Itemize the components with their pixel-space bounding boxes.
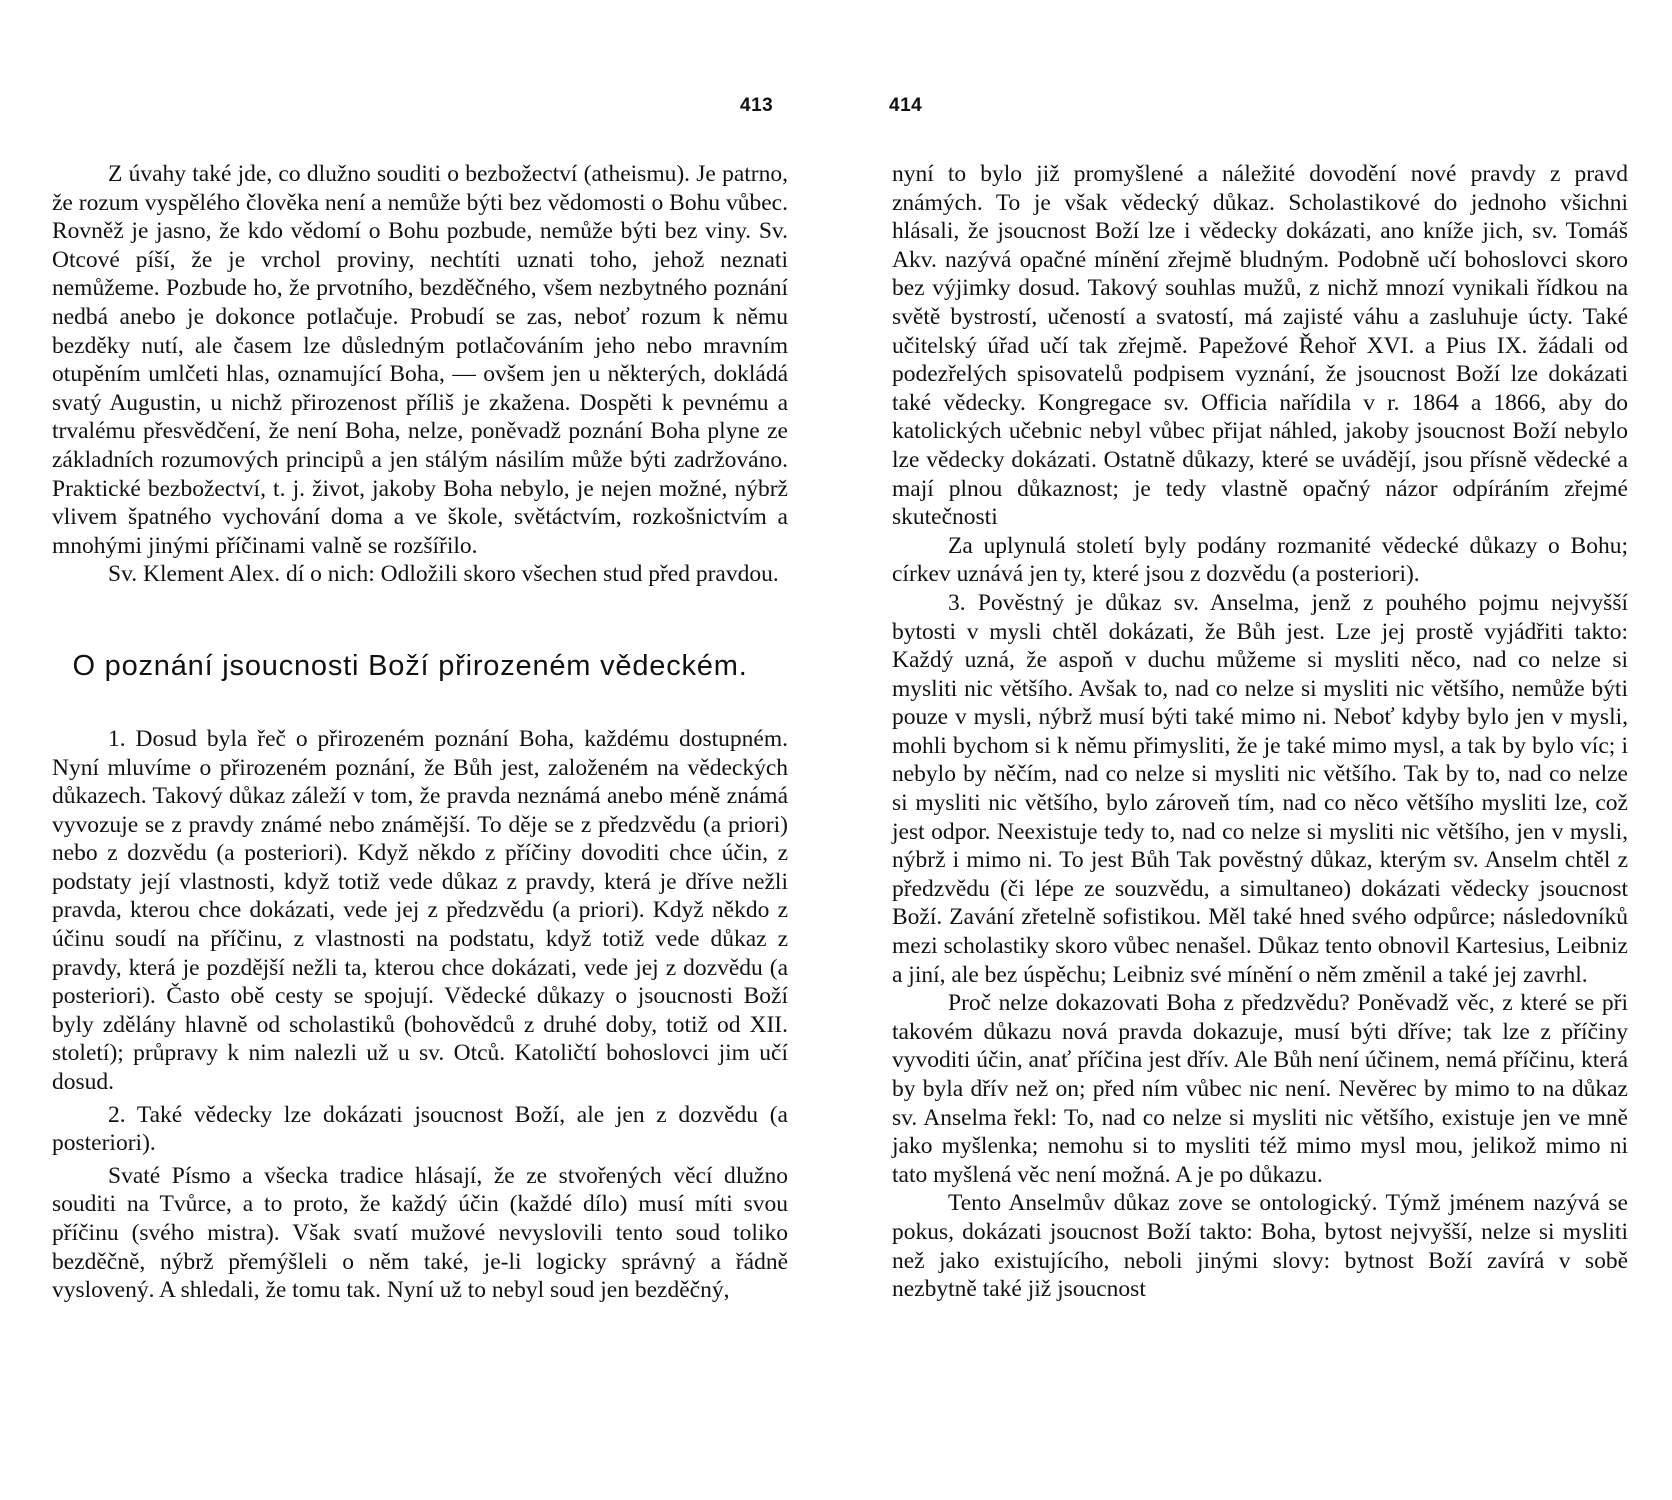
- section-heading: O poznání jsoucnosti Boží přirozeném vědeckém.: [72, 649, 748, 682]
- paragraph: Z úvahy také jde, co dlužno souditi o bezbožectví (atheismu). Je patrno, že rozum vyspělého člověka není a nemůže býti bez vědomosti o Bohu vůbec. Rovněž je jasno, že kdo vědomí o Bohu pozbude, nemůže býti bez viny. Sv. Otcové píší, že je vrchol proviny, nechtíti uznati toho, jehož neznati nemůžeme. Pozbude ho, že prvotního, bezděčného, všem nezbytného poznání nedbá anebo je dokonce potlačuje. Probudí se zas, neboť rozum k němu bezděky nutí, ale časem lze důsledným potlačováním jeho nebo mravním otupěním umlčeti hlas, oznamující Boha, — ovšem jen u některých, dokládá svatý Augustin, u nichž přirozenost příliš je zkažena. Dospěti k pevnému a trvalému přesvědčení, že není Boha, nelze, poněvadž poznání Boha plyne ze základních rozumových principů a jen stálým násilím může býti zadržováno. Praktické bezbožectví, t. j. život, jakoby Boha nebylo, je nejen možné, nýbrž vlivem špatného vychování doma a ve škole, světáctvím, rozkošnictvím a mnohými jinými příčinami valně se rozšířilo.: [52, 161, 788, 559]
- page-number: 413: [740, 95, 774, 116]
- paragraph: Svaté Písmo a všecka tradice hlásají, že ze stvořených věcí dlužno souditi na Tvůrce, a to proto, že každý účin (každé dílo) musí míti svou příčinu (svého mistra). Však svatí mužové nevyslovili tento soud toliko bezděčně, nýbrž přemýšleli o něm také, je-li logicky správný a řádně vyslovený. A shledali, že tomu tak. Nyní už to nebyl soud jen bezděčný,: [52, 1162, 788, 1304]
- paragraph: Sv. Klement Alex. dí o nich: Odložili skoro všechen stud před pravdou.: [108, 561, 779, 588]
- paragraph: Proč nelze dokazovati Boha z předzvědu? Poněvadž věc, z které se při takovém důkazu nová pravda dokazuje, musí býti dříve; tak lze z příčiny vyvoditi účin, anať příčina jest dřív. Ale Bůh není účinem, nemá příčinu, která by byla dřív než on; před ním vůbec nic není. Nevěrec by mimo to na důkaz sv. Anselma řekl: To, nad co nelze si mysliti nic většího, existuje jen ve mně jako myšlenka; nemohu si to mysliti též mimo mysl mou, jelikož mimo ni tato myšlená věc není možná. A je po důkazu.: [892, 990, 1628, 1188]
- paragraph: nyní to bylo již promyšlené a náležité dovodění nové pravdy z pravd známých. To je však vědecký důkaz. Scholastikové do jednoho všichni hlásali, že jsoucnost Boží lze i vědecky dokázati, ano kníže jich, sv. Tomáš Akv. nazývá opačné mínění zřejmě bludným. Podobně učí bohoslovci skoro bez výjimky dosud. Takový souhlas mužů, z nichž mnozí vynikali řídkou na světě bystrostí, učeností a svatostí, má zajisté váhu a zasluhuje úcty. Také učitelský úřad učí tak zřejmě. Papežové Řehoř XVI. a Pius IX. žádali od podezřelých spisovatelů podpisem vyznání, že jsoucnost Boží lze dokázati také vědecky. Kongregace sv. Officia nařídila v r. 1864 a 1866, aby do katolických učebnic nebyl vůbec přijat náhled, jakoby jsoucnost Boží nebylo lze vědecky dokázati. Ostatně důkazy, které se uvádějí, jsou přísně vědecké a mají plnou důkaznost; je tedy vlastně opačný názor odpíráním zřejmé skutečnosti: [892, 161, 1628, 531]
- right-page-text: [892, 160, 1628, 1304]
- paragraph: Za uplynulá století byly podány rozmanité vědecké důkazy o Bohu; církev uznává jen ty, které jsou z dozvědu (a posteriori).: [892, 532, 1628, 588]
- paragraph: 3. Pověstný je důkaz sv. Anselma, jenž z pouhého pojmu nejvyšší bytosti v mysli chtěl dokázati, že Bůh jest. Lze jej prostě vyjádřiti takto: Každý uzná, že aspoň v duchu můžeme si mysliti něco, nad co nelze si mysliti nic většího. Avšak to, nad co nelze si mysliti nic většího, nemůže býti pouze v mysli, nýbrž musí býti také mimo ni. Neboť kdyby bylo jen v mysli, mohli bychom si k němu přimysliti, že je také mimo mysl, a tak by bylo víc; i nebylo by něčím, nad co nelze si mysliti nic většího. Tak by to, nad co nelze si mysliti nic většího, bylo zároveň tím, nad co něco většího mysliti lze, což jest odpor. Neexistuje tedy to, nad co nelze si mysliti nic většího, jen v mysli, nýbrž i mimo ni. To jest Bůh Tak pověstný důkaz, kterým sv. Anselm chtěl z předzvědu (či lépe ze souzvědu, a simultaneo) dokázati vědecky jsoucnost Boží. Zavání zřetelně sofistikou. Měl také hned svého odpůrce; následovníků mezi scholastiky skoro vůbec nenašel. Důkaz tento obnovil Kartesius, Leibniz a jiní, ale bez úspěchu; Leibniz své mínění o něm změnil a také jej zavrhl.: [892, 589, 1628, 988]
- right-page: [836, 0, 1672, 1500]
- left-page-text: [52, 160, 788, 1305]
- paragraph: Tento Anselmův důkaz zove se ontologický. Týmž jménem nazývá se pokus, dokázati jsoucnost Boží takto: Boha, bytost nejvyšší, nelze si mysliti než jako existujícího, neboli jinými slovy: bytnost Boží zavírá v sobě nezbytně také již jsoucnost: [892, 1190, 1628, 1303]
- page-number: 414: [889, 95, 923, 116]
- paragraph: 1. Dosud byla řeč o přirozeném poznání Boha, každému dostupném. Nyní mluvíme o přirozeném poznání, že Bůh jest, založeném na vědeckých důkazech. Takový důkaz záleží v tom, že pravda neznámá anebo méně známá vyvozuje se z pravdy známé nebo známější. To děje se z předzvědu (a priori) nebo z dozvědu (a posteriori). Když někdo z příčiny dovoditi chce účin, z podstaty její vlastnosti, když totiž vede důkaz z pravdy, která je dříve nežli pravda, kterou chce dokázati, vede jej z předzvědu (a priori). Když někdo z účinu soudí na příčinu, z vlastnosti na podstatu, když totiž vede důkaz z pravdy, která je pozdější nežli ta, kterou chce dokázati, vede jej z dozvědu (a posteriori). Často obě cesty se spojují. Vědecké důkazy o jsoucnosti Boží byly zdělány hlavně od scholastiků (bohovědců z druhé doby, totiž od XII. století); průpravy k nim nalezli už u sv. Otců. Katoličtí bohoslovci jim učí dosud.: [52, 725, 788, 1096]
- paragraph: 2. Také vědecky lze dokázati jsoucnost Boží, ale jen z dozvědu (a posteriori).: [52, 1101, 788, 1157]
